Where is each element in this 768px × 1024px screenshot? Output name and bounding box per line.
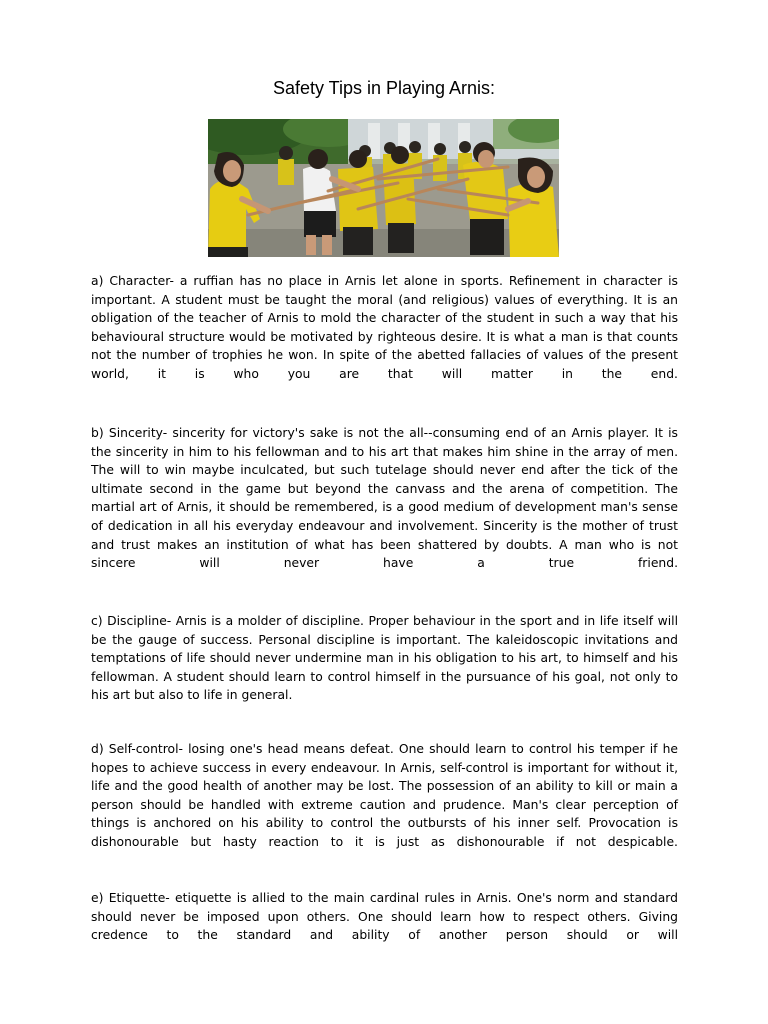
- paragraph-discipline: c) Discipline- Arnis is a molder of discipline. Proper behaviour in the sport and in life itself will be the gauge of success. Personal discipline is important. The kaleidoscopic invitations and temptations of life should never undermine man in his obligation to his art, to himself and his fellowman. A student should learn to control himself in the pursuance of his goal, not only to his art but also to life in general.: [91, 614, 678, 703]
- paragraph-character: a) Character- a ruffian has no place in Arnis let alone in sports. Refinement in character is important. A student must be taught the moral (and religious) values of everything. It is an obligation of the teacher of Arnis to mold the character of the student in such a way that his behavioural structure would be motivated by righteous desire. It is what a man is that counts not the number of trophies he won. In spite of the abetted fallacies of values of the present world, it is who you are that will matter in the end.: [91, 274, 678, 381]
- paragraph-self-control: d) Self-control- losing one's head means defeat. One should learn to control his temper if he hopes to achieve success in every endeavour. In Arnis, self-control is important for without it, life and the good health of another may be lost. The possession of an ability to kill or main a person should be handled with extreme caution and prudence. Man's clear perception of things is anchored on his ability to control the outbursts of his inner self. Provocation is dishonourable but hasty reaction to it is just as dishonourable if not despicable.: [91, 742, 678, 849]
- arnis-training-photo: [208, 119, 559, 257]
- page-title: Safety Tips in Playing Arnis:: [272, 78, 496, 98]
- paragraph-etiquette: e) Etiquette- etiquette is allied to the main cardinal rules in Arnis. One's norm and standard should never be imposed upon others. One should learn how to respect others. Giving credence to the standard and ability of another person should or will: [91, 891, 678, 943]
- paragraph-sincerity: b) Sincerity- sincerity for victory's sake is not the all--consuming end of an Arnis player. It is the sincerity in him to his fellowman and to his art that makes him shine in the array of men. The will to win maybe inculcated, but such tutelage should never end after the tick of the ultimate second in the game but beyond the canvass and the arena of competition. The martial art of Arnis, it should be remembered, is a good medium of development man's sense of dedication in all his everyday endeavour and involvement. Sincerity is the mother of trust and trust makes an institution of what has been shattered by doubts. A man who is not sincere will never have a true friend.: [91, 426, 678, 571]
